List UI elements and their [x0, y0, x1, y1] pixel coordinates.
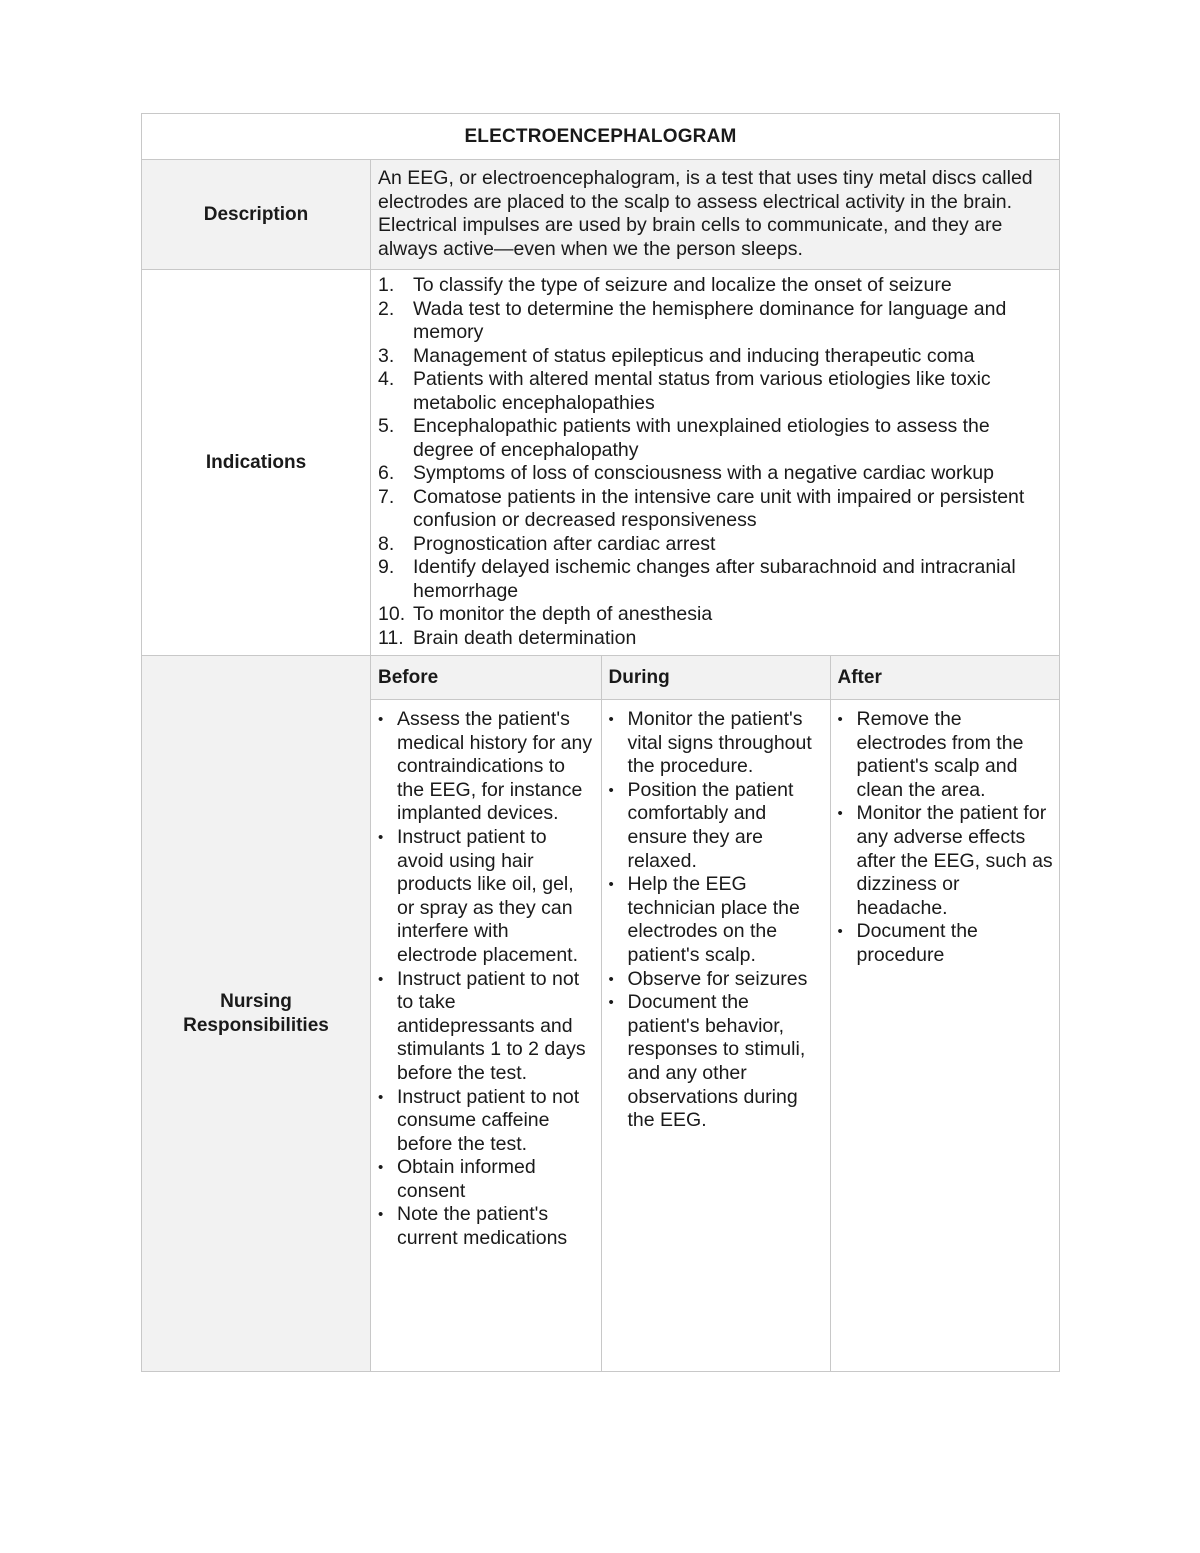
list-item-text: Document the patient's behavior, responses to stimuli, and any other observations during the EEG.: [627, 991, 806, 1132]
after-cell: [830, 700, 1060, 1372]
list-item: [378, 603, 1052, 627]
list-item: [378, 1086, 594, 1157]
nursing-header-row: [371, 656, 1060, 700]
list-item: [609, 873, 823, 967]
list-item-number: 11.: [378, 626, 404, 649]
list-item: [838, 708, 1054, 802]
list-item: [378, 826, 594, 968]
list-item-number: 10.: [378, 603, 406, 625]
list-item-text: Comatose patients in the intensive care unit with impaired or persistent confusion or decreased responsiveness: [413, 485, 1025, 531]
list-item-text: Patients with altered mental status from various etiologies like toxic metabolic encephalopathies: [413, 368, 991, 414]
list-item: [378, 533, 1052, 557]
list-item: [378, 415, 1052, 462]
nursing-table: [371, 656, 1060, 1371]
list-item: [609, 708, 823, 779]
nursing-row: [142, 656, 1060, 1372]
bullet-icon: •: [378, 828, 384, 846]
list-item-text: Instruct patient to avoid using hair products like oil, gel, or spray as they can interfere with electrode placement.: [397, 825, 579, 966]
list-item-text: Position the patient comfortably and ensure they are relaxed.: [627, 778, 794, 872]
bullet-icon: •: [608, 781, 614, 799]
list-item: [609, 968, 823, 992]
after-list: [838, 708, 1054, 968]
list-item-text: Symptoms of loss of consciousness with a negative cardiac workup: [413, 462, 994, 484]
bullet-icon: •: [608, 994, 614, 1012]
column-header-before: Before: [371, 656, 601, 700]
bullet-icon: •: [378, 970, 384, 988]
bullet-icon: •: [608, 876, 614, 894]
table-title: ELECTROENCEPHALOGRAM: [142, 114, 1060, 160]
list-item: [838, 802, 1054, 920]
list-item: [378, 462, 1052, 486]
eeg-table: [141, 113, 1060, 1372]
list-item-text: To classify the type of seizure and localize the onset of seizure: [413, 274, 952, 296]
during-cell: [601, 700, 830, 1372]
list-item-number: 3.: [378, 344, 395, 367]
list-item-text: Assess the patient's medical history for any contraindications to the EEG, for instance implanted devices.: [397, 708, 593, 825]
list-item-number: 8.: [378, 532, 395, 555]
list-item-text: Monitor the patient for any adverse effects after the EEG, such as dizziness or headache.: [856, 802, 1053, 919]
list-item: [378, 274, 1052, 298]
before-cell: [371, 700, 601, 1372]
nursing-body-row: [371, 700, 1060, 1372]
bullet-icon: •: [837, 711, 843, 728]
list-item-text: Identify delayed ischemic changes after subarachnoid and intracranial hemorrhage: [413, 556, 1016, 602]
column-header-during: During: [601, 656, 830, 700]
list-item-text: Observe for seizures: [627, 967, 808, 990]
list-item-number: 4.: [378, 368, 395, 390]
description-text: An EEG, or electroencephalogram, is a test that uses tiny metal discs called electrodes are placed to the scalp to assess electrical activity in the brain. Electrical impulses are used by brain cells to communicate, and they are always active—even when we the person sleeps.: [371, 160, 1060, 270]
list-item-number: 9.: [378, 556, 395, 578]
list-item: [609, 991, 823, 1133]
list-item: [378, 1203, 594, 1250]
list-item-text: Wada test to determine the hemisphere dominance for language and memory: [413, 297, 1007, 343]
list-item-text: Remove the electrodes from the patient's scalp and clean the area.: [856, 708, 1024, 801]
list-item: [378, 556, 1052, 603]
list-item-text: Monitor the patient's vital signs throughout the procedure.: [627, 708, 812, 778]
bullet-icon: •: [837, 923, 843, 941]
list-item: [378, 968, 594, 1086]
list-item-text: Note the patient's current medications: [397, 1203, 568, 1250]
list-item-text: Prognostication after cardiac arrest: [413, 532, 716, 555]
nursing-content: [371, 656, 1060, 1372]
list-item-number: 5.: [378, 415, 395, 437]
indications-list: [378, 274, 1052, 650]
list-item: [378, 486, 1052, 533]
nursing-label: Nursing Responsibilities: [142, 656, 371, 1372]
during-list: [609, 708, 823, 1133]
list-item-text: Help the EEG technician place the electrodes on the patient's scalp.: [627, 873, 800, 966]
bullet-icon: •: [378, 1206, 384, 1224]
description-row: [142, 160, 1060, 270]
list-item-number: 1.: [378, 274, 395, 296]
list-item-number: 6.: [378, 462, 395, 484]
list-item: [378, 627, 1052, 651]
indications-content: [371, 270, 1060, 656]
list-item-text: Instruct patient to not to take antidepressants and stimulants 1 to 2 days before the test.: [397, 967, 586, 1084]
list-item: [838, 920, 1054, 967]
list-item: [378, 708, 594, 826]
list-item: [609, 779, 823, 873]
list-item: [378, 1156, 594, 1203]
bullet-icon: •: [608, 711, 614, 728]
list-item-text: Management of status epilepticus and inducing therapeutic coma: [413, 344, 975, 367]
indications-label: Indications: [142, 270, 371, 656]
indications-row: [142, 270, 1060, 656]
bullet-icon: •: [608, 970, 614, 988]
bullet-icon: •: [837, 805, 843, 823]
list-item: [378, 298, 1052, 345]
list-item-text: To monitor the depth of anesthesia: [413, 603, 713, 625]
before-list: [378, 708, 594, 1251]
list-item-text: Obtain informed consent: [397, 1156, 536, 1202]
list-item: [378, 368, 1052, 415]
bullet-icon: •: [378, 1088, 384, 1106]
bullet-icon: •: [378, 1159, 384, 1177]
list-item: [378, 345, 1052, 369]
description-label: Description: [142, 160, 371, 270]
list-item-number: 7.: [378, 485, 395, 508]
list-item-number: 2.: [378, 297, 395, 320]
column-header-after: After: [830, 656, 1060, 700]
list-item-text: Instruct patient to not consume caffeine before the test.: [397, 1085, 580, 1155]
list-item-text: Brain death determination: [413, 626, 637, 649]
list-item-text: Encephalopathic patients with unexplained etiologies to assess the degree of encephalopathy: [413, 415, 990, 461]
bullet-icon: •: [378, 711, 384, 728]
list-item-text: Document the procedure: [856, 920, 978, 966]
title-row: [142, 114, 1060, 160]
